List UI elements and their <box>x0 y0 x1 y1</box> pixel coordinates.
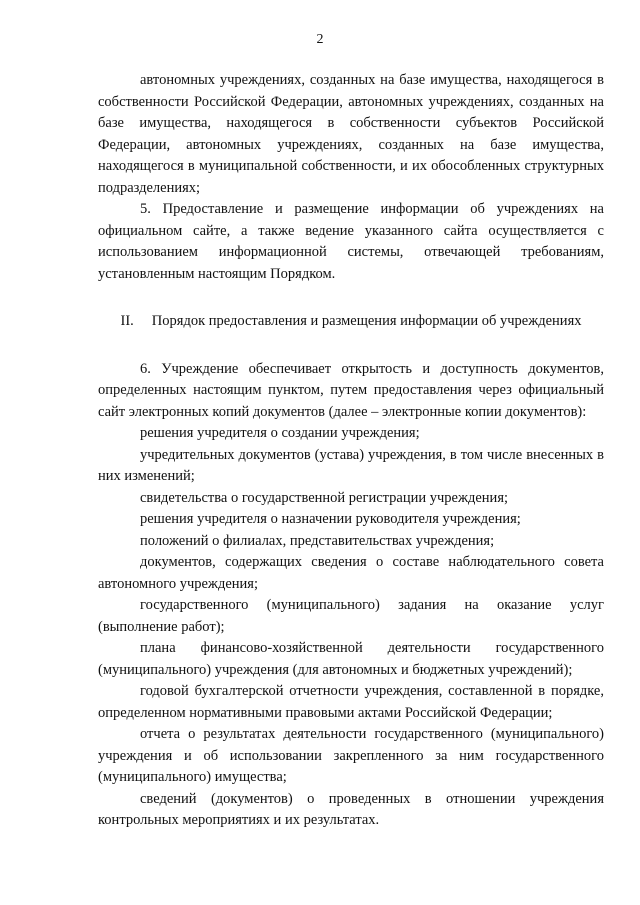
section-title: Порядок предоставления и размещения информации об учреждениях <box>151 313 582 329</box>
list-item: отчета о результатах деятельности государственного (муниципального) учреждения и об использовании закрепленного за ним государственного (муниципального) имущества; <box>98 726 604 785</box>
paragraph: автономных учреждениях, созданных на базе имущества, находящегося в собственности Российской Федерации, автономных учреждениях, созданных на базе имущества, находящегося в собственности субъектов Российской Федерации, автономных учреждениях, созданных на базе имущества, находящегося в муниципальной собственности, и их обособленных структурных подразделениях; <box>98 72 604 196</box>
list-item: сведений (документов) о проведенных в отношении учреждения контрольных мероприятиях и их результатах. <box>98 790 604 828</box>
section-number: II. <box>120 313 134 329</box>
list-item: плана финансово-хозяйственной деятельности государственного (муниципального) учреждения (для автономных и бюджетных учреждений); <box>98 640 604 678</box>
list-item: положений о филиалах, представительствах учреждения; <box>140 532 495 549</box>
list-item: решения учредителя о назначении руководителя учреждения; <box>140 511 521 527</box>
list-item: годовой бухгалтерской отчетности учреждения, составленной в порядке, определенном нормативными правовыми актами Российской Федерации; <box>98 683 604 721</box>
list-item: решения учредителя о создании учреждения; <box>140 425 420 441</box>
list-item: учредительных документов (устава) учреждения, в том числе внесенных в них изменений; <box>98 446 604 484</box>
page-number: 2 <box>316 32 324 47</box>
document-body <box>98 70 604 832</box>
list-item: документов, содержащих сведения о составе наблюдательного совета автономного учреждения; <box>98 554 604 592</box>
paragraph: 5. Предоставление и размещение информации об учреждениях на официальном сайте, а также ведение указанного сайта осуществляется с использованием информационной системы, отвечающей требованиям, установленным настоящим Порядком. <box>98 201 604 282</box>
list-item: свидетельства о государственной регистрации учреждения; <box>140 489 509 506</box>
paragraph: 6. Учреждение обеспечивает открытость и доступность документов, определенных настоящим пунктом, путем предоставления через официальный сайт электронных копий документов (далее – электронные копии документов): <box>98 360 604 420</box>
list-item: государственного (муниципального) задания на оказание услуг (выполнение работ); <box>98 597 604 635</box>
section-heading <box>98 311 604 333</box>
